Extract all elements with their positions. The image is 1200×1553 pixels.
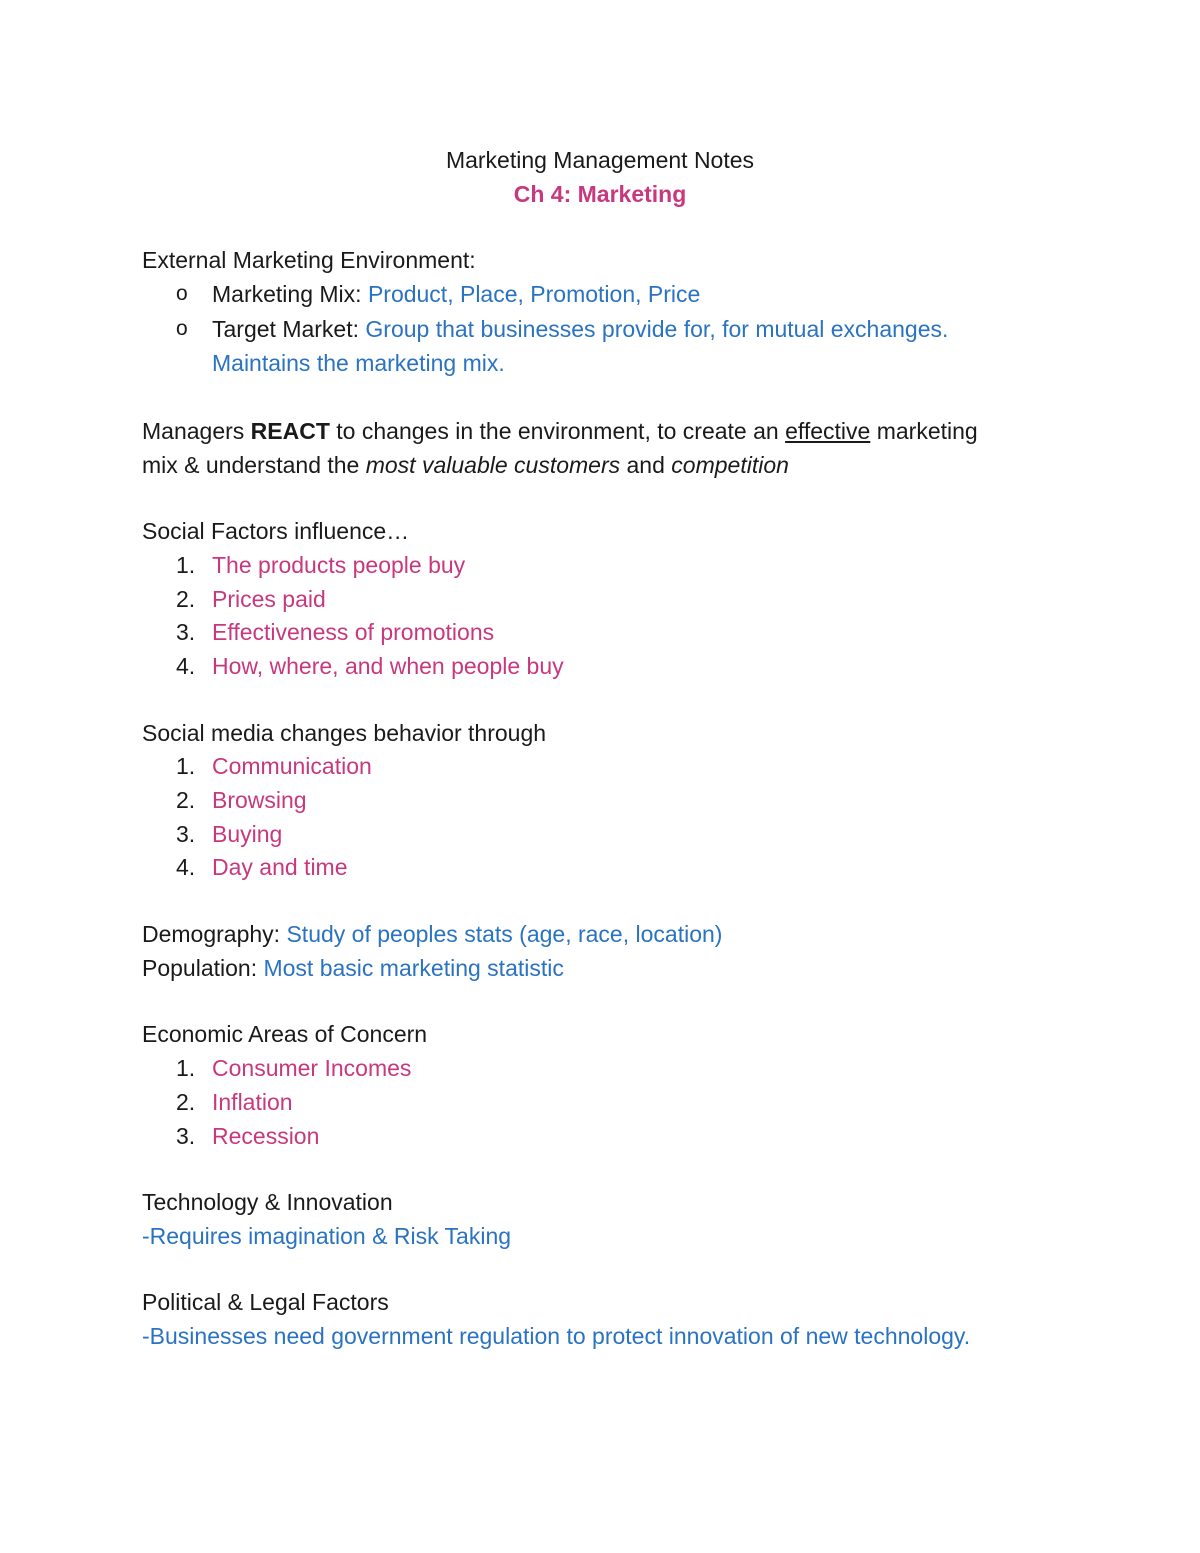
list-item: Prices paid xyxy=(212,586,326,612)
list-number: 2. xyxy=(176,586,196,612)
managers-text: to changes in the environment, to create an xyxy=(329,418,786,444)
population-label: Population: xyxy=(142,955,264,981)
list-number: 3. xyxy=(176,619,196,645)
competition-italic: competition xyxy=(671,452,789,478)
effective-underlined: effective xyxy=(785,418,871,444)
list-number: 2. xyxy=(176,1089,196,1115)
economic-heading: Economic Areas of Concern xyxy=(142,1021,428,1047)
most-valuable-italic: most valuable customers xyxy=(365,452,621,478)
managers-line-1 xyxy=(142,416,978,446)
list-number: 4. xyxy=(176,653,196,679)
technology-text: -Requires imagination & Risk Taking xyxy=(142,1223,512,1249)
demography-text: Study of peoples stats (age, race, location) xyxy=(286,921,723,947)
list-number: 2. xyxy=(176,787,196,813)
list-number: 3. xyxy=(176,1123,196,1149)
list-item: The products people buy xyxy=(212,552,466,578)
react-emphasis: REACT xyxy=(250,418,330,444)
chapter-heading: Ch 4: Marketing xyxy=(513,181,687,207)
political-heading: Political & Legal Factors xyxy=(142,1289,389,1315)
political-text: -Businesses need government regulation to protect innovation of new technology. xyxy=(142,1323,971,1349)
social-media-heading: Social media changes behavior through xyxy=(142,720,547,746)
target-market-text: Group that businesses provide for, for mutual exchanges. xyxy=(365,316,949,342)
social-factors-heading: Social Factors influence… xyxy=(142,518,410,544)
list-item: Communication xyxy=(212,753,372,779)
bullet-marker: o xyxy=(176,317,188,340)
managers-text: marketing xyxy=(870,418,978,444)
marketing-mix-item xyxy=(212,279,700,309)
list-item: Effectiveness of promotions xyxy=(212,619,495,645)
list-item: Buying xyxy=(212,821,283,847)
target-market-label: Target Market: xyxy=(212,316,366,342)
list-item: How, where, and when people buy xyxy=(212,653,564,679)
list-number: 4. xyxy=(176,854,196,880)
list-item: Recession xyxy=(212,1123,320,1149)
marketing-mix-text: Product, Place, Promotion, Price xyxy=(367,281,701,307)
document-title: Marketing Management Notes xyxy=(445,147,755,173)
bullet-marker: o xyxy=(176,282,188,305)
list-number: 3. xyxy=(176,821,196,847)
target-market-item xyxy=(212,314,948,344)
list-item: Consumer Incomes xyxy=(212,1055,412,1081)
managers-text: mix & understand the xyxy=(142,452,366,478)
list-number: 1. xyxy=(176,753,196,779)
list-item: Browsing xyxy=(212,787,307,813)
marketing-mix-label: Marketing Mix: xyxy=(212,281,368,307)
population-text: Most basic marketing statistic xyxy=(263,955,564,981)
demography-label: Demography: xyxy=(142,921,287,947)
population-line xyxy=(142,953,564,983)
list-item: Day and time xyxy=(212,854,348,880)
list-number: 1. xyxy=(176,1055,196,1081)
demography-line xyxy=(142,919,722,949)
managers-line-2 xyxy=(142,450,789,480)
managers-text: and xyxy=(620,452,672,478)
target-market-continuation: Maintains the marketing mix. xyxy=(212,350,505,376)
managers-text: Managers xyxy=(142,418,251,444)
external-heading: External Marketing Environment: xyxy=(142,247,476,273)
list-number: 1. xyxy=(176,552,196,578)
list-item: Inflation xyxy=(212,1089,293,1115)
technology-heading: Technology & Innovation xyxy=(142,1189,393,1215)
